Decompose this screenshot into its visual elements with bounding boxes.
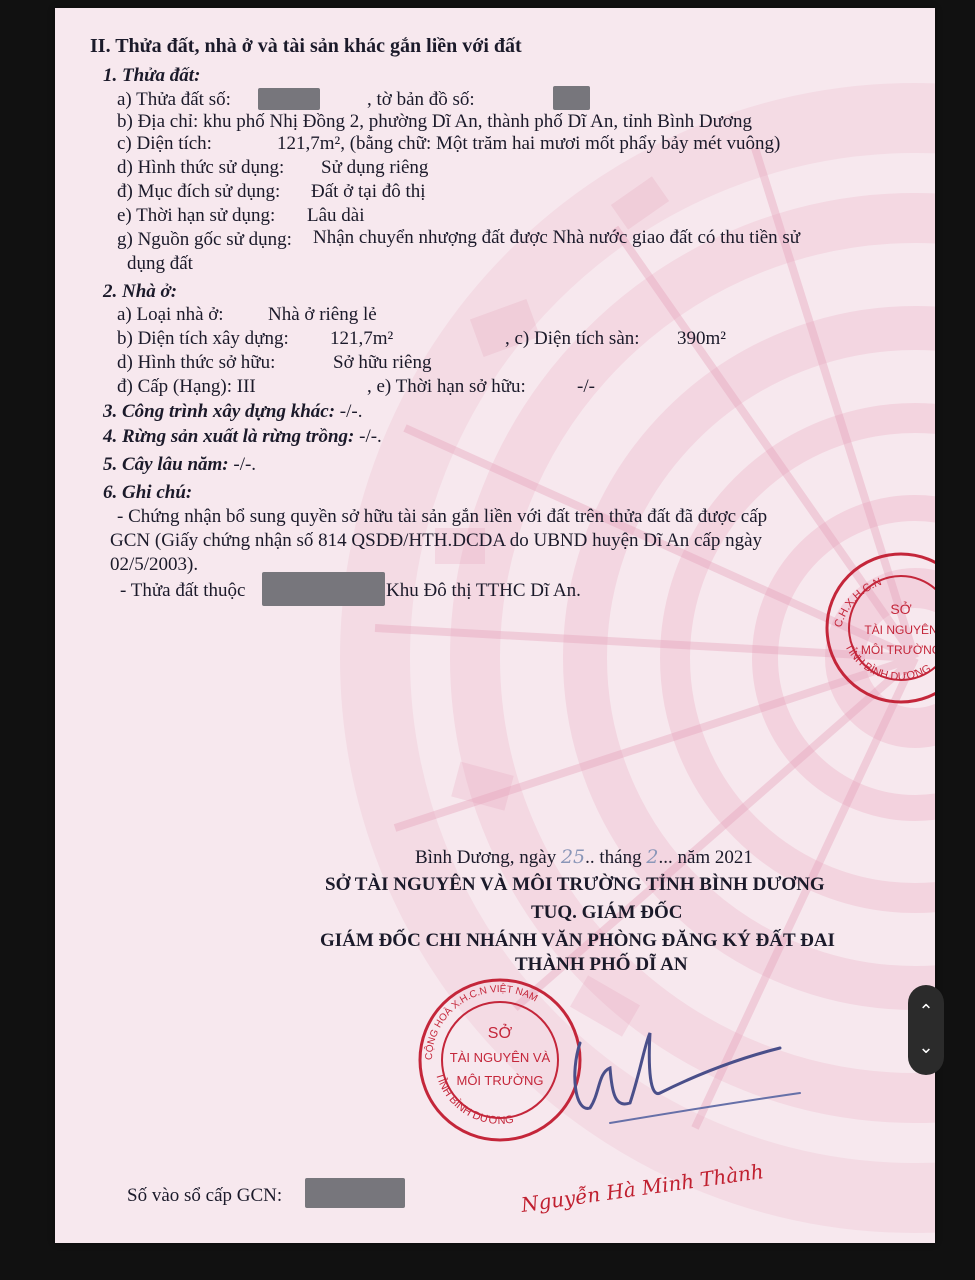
- notes-heading: 6. Ghi chú:: [103, 482, 193, 503]
- house-ownership-label: d) Hình thức sở hữu:: [117, 352, 276, 373]
- seal-large-bottom-text: TỈNH BÌNH DƯƠNG: [433, 1071, 515, 1127]
- land-origin-value-cont: dụng đất: [127, 253, 193, 274]
- notes-line-4-prefix: - Thửa đất thuộc: [120, 580, 246, 601]
- notes-line-4-suffix: Khu Đô thị TTHC Dĩ An.: [386, 580, 581, 601]
- house-type-label: a) Loại nhà ở:: [117, 304, 224, 325]
- seal-large-line-2: TÀI NGUYÊN VÀ: [449, 1050, 551, 1065]
- trees: [103, 454, 256, 476]
- notes-line-1: - Chứng nhận bổ sung quyền sở hữu tài sản gắn liền với đất trên thửa đất đã được cấp: [117, 506, 768, 527]
- house-ownership-value: Sở hữu riêng: [333, 352, 432, 373]
- land-origin-label: g) Nguồn gốc sử dụng:: [117, 229, 292, 250]
- other-works-heading: 3. Công trình xây dựng khác:: [103, 401, 336, 422]
- issue-date: Bình Dương, ngày 25.. tháng 2... năm 2021: [415, 846, 753, 868]
- seal-small-bottom-text: TỈNH BÌNH DƯƠNG: [842, 641, 934, 684]
- house-build-area-label: b) Diện tích xây dựng:: [117, 328, 289, 349]
- seal-small-top-text: C.H.X.H.C.N: [832, 576, 884, 629]
- house-heading: 2. Nhà ở:: [103, 281, 178, 302]
- land-purpose-value: Đất ở tại đô thị: [311, 181, 426, 202]
- house-grade: đ) Cấp (Hạng): III: [117, 376, 256, 397]
- page-scroll-control[interactable]: [908, 985, 944, 1075]
- chevron-down-icon[interactable]: ⌄: [918, 1037, 934, 1058]
- gcn-entry-label: Số vào sổ cấp GCN:: [127, 1185, 283, 1206]
- notes-line-3: 02/5/2003).: [110, 554, 199, 575]
- date-month: 2: [646, 846, 659, 868]
- land-use-form-value: Sử dụng riêng: [321, 157, 429, 178]
- certificate-page: [55, 8, 942, 1243]
- signatory-office: THÀNH PHỐ DĨ AN: [515, 954, 688, 975]
- seal-small-line-1: SỞ: [890, 601, 912, 617]
- date-day: 25: [560, 846, 586, 868]
- other-works-value: -/-.: [339, 401, 363, 422]
- house-term-label: , e) Thời hạn sở hữu:: [367, 376, 526, 397]
- seal-small-line-2: TÀI NGUYÊN: [864, 623, 938, 637]
- land-heading: 1. Thửa đất:: [103, 65, 201, 86]
- signatory-title: GIÁM ĐỐC CHI NHÁNH VĂN PHÒNG ĐĂNG KÝ ĐẤT ĐAI: [320, 930, 835, 951]
- date-year: năm 2021: [677, 847, 753, 868]
- land-area-label: c) Diện tích:: [117, 133, 212, 154]
- date-month-label: tháng: [599, 847, 642, 868]
- house-term-value: -/-: [577, 376, 595, 397]
- section-title: II. Thửa đất, nhà ở và tài sản khác gắn liền với đất: [90, 35, 522, 57]
- land-address: b) Địa chỉ: khu phố Nhị Đồng 2, phường Dĩ An, thành phố Dĩ An, tỉnh Bình Dương: [117, 111, 752, 132]
- redacted-zone-name: [262, 572, 385, 606]
- other-works: [103, 401, 362, 423]
- land-term-label: e) Thời hạn sử dụng:: [117, 205, 276, 226]
- chevron-up-icon[interactable]: ⌃: [918, 1001, 934, 1022]
- house-floor-area-value: 390m²: [677, 328, 726, 349]
- notes-line-2: GCN (Giấy chứng nhận số 814 QSDĐ/HTH.DCDA do UBND huyện Dĩ An cấp ngày: [110, 530, 763, 551]
- house-build-area-value: 121,7m²: [330, 328, 394, 349]
- redacted-parcel-number: [258, 88, 320, 110]
- signature-strokes: [550, 1013, 810, 1143]
- trees-heading: 5. Cây lâu năm:: [103, 454, 229, 475]
- signatory-department: SỞ TÀI NGUYÊN VÀ MÔI TRƯỜNG TỈNH BÌNH DƯƠNG: [325, 874, 825, 895]
- seal-large-line-1: SỞ: [487, 1025, 513, 1042]
- forest-heading: 4. Rừng sản xuất là rừng trồng:: [103, 426, 355, 447]
- land-parcel-label: a) Thửa đất số:: [117, 89, 231, 110]
- redacted-map-number: [553, 86, 590, 110]
- land-use-form-label: d) Hình thức sử dụng:: [117, 157, 285, 178]
- forest: [103, 426, 382, 448]
- signatory-authorization: TUQ. GIÁM ĐỐC: [531, 902, 683, 923]
- date-prefix: Bình Dương, ngày: [415, 847, 557, 868]
- land-purpose-label: đ) Mục đích sử dụng:: [117, 181, 281, 202]
- redacted-gcn-number: [305, 1178, 405, 1208]
- forest-value: -/-.: [359, 426, 382, 447]
- svg-text:CỘNG HOÀ X.H.C.N VIỆT NAM: [422, 982, 539, 1060]
- seal-large-top-text: CỘNG HOÀ X.H.C.N VIỆT NAM: [423, 983, 540, 1061]
- official-seal-small: [823, 546, 942, 704]
- house-floor-area-label: , c) Diện tích sàn:: [505, 328, 640, 349]
- house-type-value: Nhà ở riêng lẻ: [268, 304, 377, 325]
- seal-large-line-3: MÔI TRƯỜNG: [456, 1073, 544, 1088]
- land-area-value: 121,7m², (bằng chữ: Một trăm hai mươi mốt phẩy bảy mét vuông): [277, 133, 781, 154]
- land-term-value: Lâu dài: [307, 205, 365, 226]
- land-origin-value: Nhận chuyển nhượng đất được Nhà nước giao đất có thu tiền sử: [313, 227, 801, 248]
- signer-name: Nguyễn Hà Minh Thành: [519, 1159, 766, 1217]
- seal-small-line-3: MÔI TRƯỜNG: [860, 643, 942, 657]
- trees-value: -/-.: [233, 454, 257, 475]
- land-map-label: , tờ bản đồ số:: [367, 89, 475, 110]
